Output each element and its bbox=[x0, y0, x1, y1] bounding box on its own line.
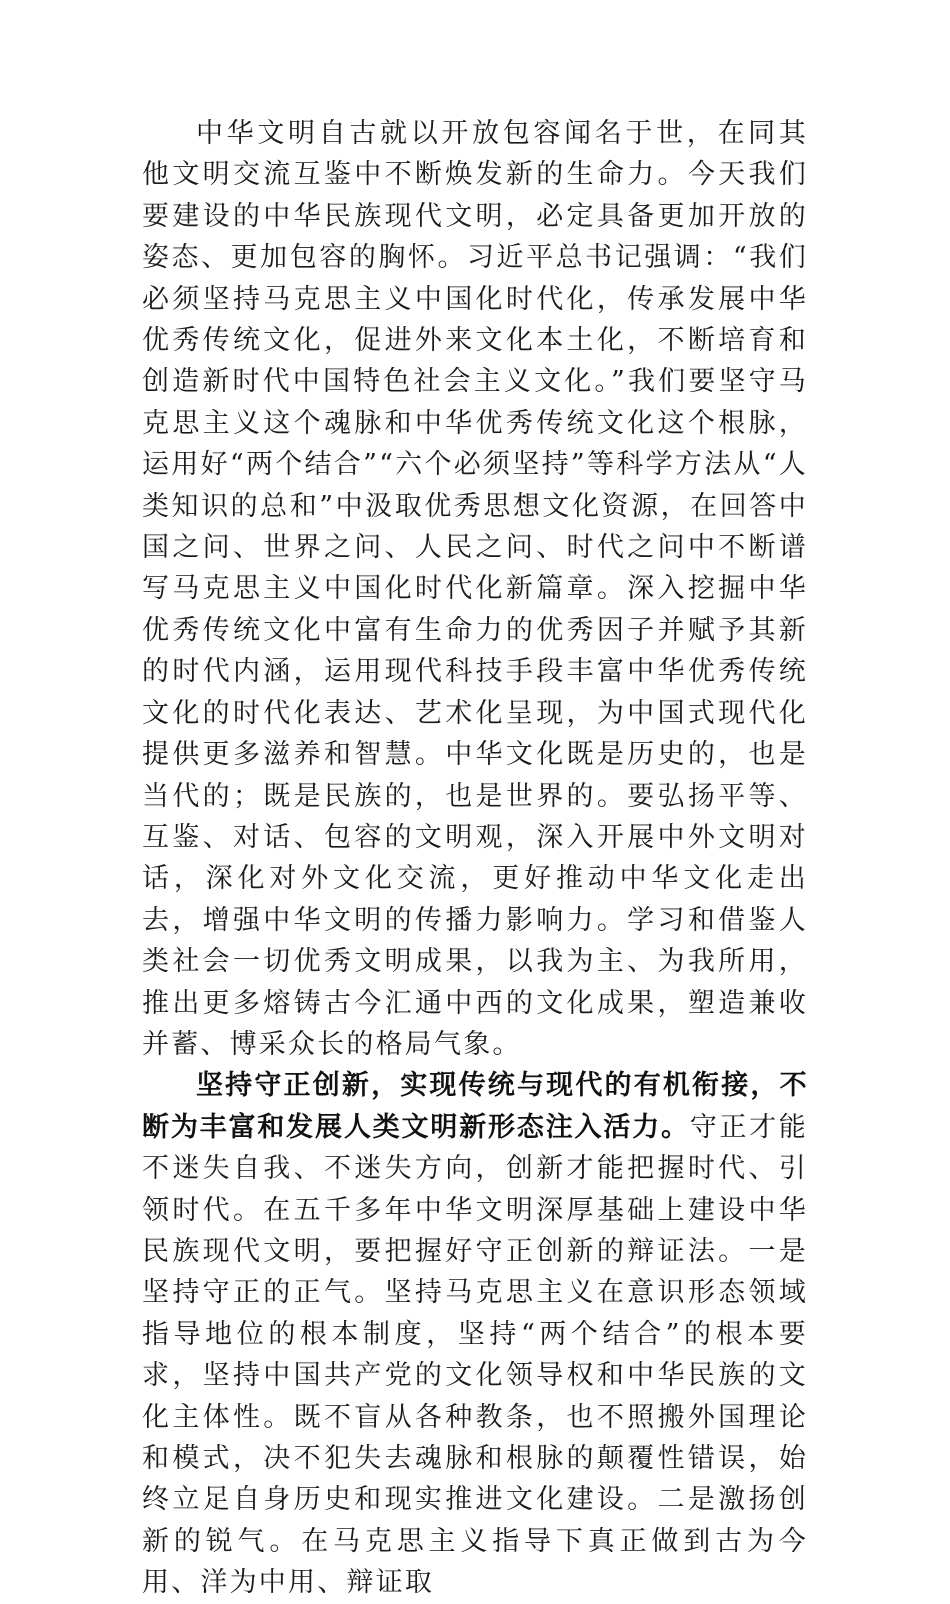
paragraph-2 bbox=[142, 1065, 808, 1603]
paragraph-1 bbox=[142, 113, 808, 1065]
paragraph-2-text: 守正才能不迷失自我、不迷失方向，创新才能把握时代、引领时代。在五千多年中华文明深厚基础上建设中华民族现代文明，要把握好守正创新的辩证法。一是坚持守正的正气。坚持马克思主义在意识形态领域指导地位的根本制度，坚持“两个结合”的根本要求，坚持中国共产党的文化领导权和中华民族的文化主体性。既不盲从各种教条，也不照搬外国理论和模式，决不犯失去魂脉和根脉的颠覆性错误，始终立足自身历史和现实推进文化建设。二是激扬创新的锐气。在马克思主义指导下真正做到古为今用、洋为中用、辩证取 bbox=[142, 1111, 808, 1599]
paragraph-2-lead: 坚持守正创新，实现传统与现代的有机衔接，不断为丰富和发展人类文明新形态注入活力。 bbox=[142, 1070, 808, 1143]
document-page bbox=[142, 113, 808, 1604]
paragraph-1-text: 中华文明自古就以开放包容闻名于世，在同其他文明交流互鉴中不断焕发新的生命力。今天我们要建设的中华民族现代文明，必定具备更加开放的姿态、更加包容的胸怀。习近平总书记强调：“我们必须坚持马克思主义中国化时代化，传承发展中华优秀传统文化，促进外来文化本土化，不断培育和创造新时代中国特色社会主义文化。”我们要坚守马克思主义这个魂脉和中华优秀传统文化这个根脉，运用好“两个结合”“六个必须坚持”等科学方法从“人类知识的总和”中汲取优秀思想文化资源，在回答中国之问、世界之问、人民之问、时代之问中不断谱写马克思主义中国化时代化新篇章。深入挖掘中华优秀传统文化中富有生命力的优秀因子并赋予其新的时代内涵，运用现代科技手段丰富中华优秀传统文化的时代化表达、艺术化呈现，为中国式现代化提供更多滋养和智慧。中华文化既是历史的，也是当代的；既是民族的，也是世界的。要弘扬平等、互鉴、对话、包容的文明观，深入开展中外文明对话，深化对外文化交流，更好推动中华文化走出去，增强中华文明的传播力影响力。学习和借鉴人类社会一切优秀文明成果，以我为主、为我所用，推出更多熔铸古今汇通中西的文化成果，塑造兼收并蓄、博采众长的格局气象。 bbox=[142, 118, 808, 1060]
